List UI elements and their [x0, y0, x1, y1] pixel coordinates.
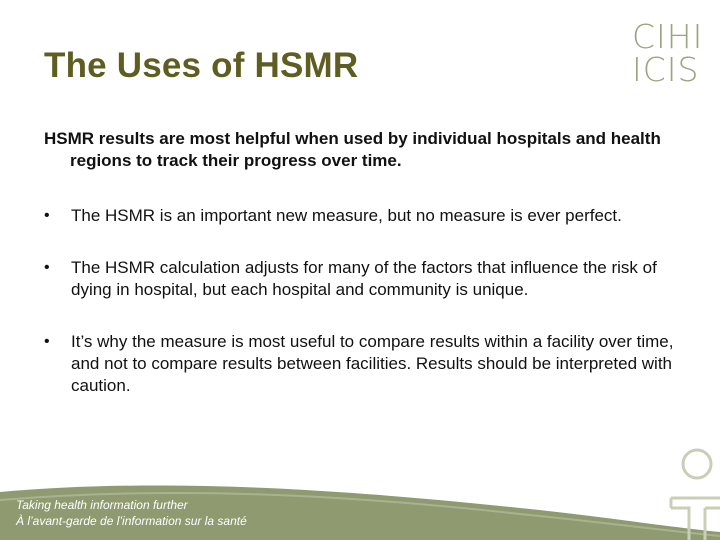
- bullet-text: It’s why the measure is most useful to compare results within a facility over time, and not to compare results between facilities. Results should be interpreted with caution.: [71, 332, 674, 395]
- bullet-text: The HSMR calculation adjusts for many of the factors that influence the risk of dying in hospital, but each hospital and community is unique.: [71, 258, 657, 299]
- bullet-item: [44, 331, 684, 397]
- bullet-text: The HSMR is an important new measure, but no measure is ever perfect.: [71, 206, 622, 225]
- intro-paragraph: HSMR results are most helpful when used by individual hospitals and health regions to track their progress over time.: [44, 129, 661, 170]
- bullet-icon: •: [44, 207, 50, 224]
- footer-tagline-fr: À l’avant-garde de l’information sur la santé: [16, 514, 247, 528]
- logo-line-fr: ICIS: [632, 50, 700, 89]
- bullet-item: [44, 205, 684, 227]
- slide-title: The Uses of HSMR: [44, 46, 359, 85]
- emblem-icon: [665, 448, 720, 540]
- bullet-list: [44, 205, 684, 427]
- logo-line-en: CIHI: [632, 17, 704, 56]
- bullet-icon: •: [44, 259, 50, 276]
- bullet-item: [44, 257, 684, 301]
- cihi-logo: [632, 17, 704, 89]
- footer-tagline-en: Taking health information further: [16, 498, 188, 512]
- bullet-icon: •: [44, 333, 50, 350]
